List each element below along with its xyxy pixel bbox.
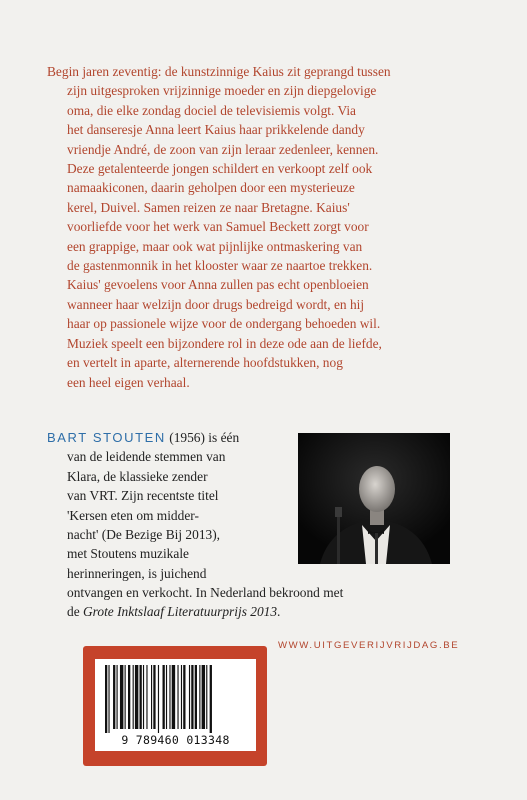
blurb-line: een heel eigen verhaal. (67, 374, 190, 390)
barcode-bar (105, 665, 107, 733)
blurb-line: namaakiconen, daarin geholpen door een mysterieuze (67, 180, 355, 196)
barcode-bar (135, 665, 138, 729)
bio-line: nacht' (De Bezige Bij 2013), (67, 527, 221, 543)
bio-line: 'Kersen eten om midder- (67, 507, 199, 523)
barcode-bar (140, 665, 142, 729)
award-article: de (67, 604, 83, 620)
bio-line: ontvangen en verkocht. (67, 585, 193, 600)
barcode-bar (151, 665, 152, 729)
author-portrait-icon (298, 433, 450, 564)
barcode-bar (169, 665, 170, 729)
blurb-line: Begin jaren zeventig: de kunstzinnige Kaius zit geprangd tussen (47, 64, 391, 79)
barcode-bar (125, 665, 126, 729)
blurb-line: en vertelt in aparte, alternerende hoofdstukken, nog (67, 355, 343, 371)
award-line (47, 602, 487, 621)
blurb-line: Muziek speelt een bijzondere rol in deze ode aan de liefde, (67, 335, 382, 351)
barcode-bar (191, 665, 193, 729)
publisher-website[interactable]: WWW.UITGEVERIJVRIJDAG.BE (278, 640, 460, 651)
barcode-bar (120, 665, 123, 729)
blurb-line: voorliefde voor het werk van Samuel Beckett zorgt voor (67, 219, 369, 235)
barcode-bar (183, 665, 185, 729)
blurb-line: kerel, Duivel. Samen reizen ze naar Bretagne. Kaius' (67, 199, 350, 215)
barcode-bar (210, 665, 212, 733)
barcode-bar (189, 665, 190, 729)
blurb-line: wanneer haar welzijn door drugs bedreigd wordt, en hij (67, 296, 365, 312)
author-photo (298, 433, 450, 564)
blurb-line: de gastenmonnik in het klooster waar ze naartoe trekken. (67, 258, 373, 274)
author-name: BART STOUTEN (47, 430, 166, 445)
barcode-bar (108, 665, 109, 733)
bio-line: van VRT. Zijn recentste titel (67, 488, 219, 504)
barcode-bar (195, 665, 197, 729)
award-suffix: . (277, 604, 281, 620)
blurb-line: oma, die elke zondag dociel de televisiemis volgt. Via (67, 102, 356, 118)
blurb-line: vriendje André, de zoon van zijn leraar zedenleer, kennen. (67, 141, 379, 157)
blurb-line: Deze getalenteerde jongen schildert en verkoopt zelf ook (67, 161, 373, 177)
barcode-bar (172, 665, 175, 729)
barcode-bar (166, 665, 167, 729)
bio-first-line (47, 428, 297, 447)
barcode-bar (133, 665, 134, 729)
bio-line: Klara, de klassieke zender (67, 468, 208, 484)
barcode-bar (199, 665, 200, 729)
bio-line: met Stoutens muzikale (67, 546, 189, 562)
barcode-bar (163, 665, 165, 729)
blurb-line: haar op passionele wijze voor de ondergang behoeden wil. (67, 316, 381, 332)
barcode-bar (117, 665, 118, 729)
barcode-bar (113, 665, 115, 729)
blurb-line: het danseresje Anna leert Kaius haar prikkelende dandy (67, 122, 365, 138)
bio-line: van de leidende stemmen van (67, 449, 226, 465)
barcode-bar (153, 665, 155, 729)
barcode-frame (83, 646, 267, 766)
book-blurb (47, 62, 472, 392)
barcode-bar (206, 665, 207, 729)
barcode-bar (181, 665, 182, 729)
award-name: Grote Inktslaaf Literatuurprijs 2013 (83, 604, 278, 620)
barcode-bar (143, 665, 144, 729)
barcode-bar (177, 665, 178, 729)
bio-line: herinneringen, is juichend (67, 565, 207, 581)
isbn-digits: 9 789460 013348 (121, 733, 230, 747)
award-prefix: In Nederland bekroond met (195, 585, 344, 600)
barcode-bar (146, 665, 147, 729)
blurb-line: zijn uitgesproken vrijzinnige moeder en zijn diepgelovige (67, 83, 377, 99)
author-birth-year: (1956) is één (165, 430, 240, 445)
barcode-bar (128, 665, 130, 729)
author-award (47, 583, 487, 622)
barcode-bar (202, 665, 205, 729)
isbn-barcode (95, 659, 256, 751)
author-bio (47, 428, 297, 583)
blurb-line: een grappige, maar ook wat pijnlijke ontmaskering van (67, 238, 363, 254)
blurb-line: Kaius' gevoelens voor Anna zullen pas echt openbloeien (67, 277, 369, 293)
bio-line-award (47, 583, 487, 602)
barcode-bar (158, 665, 159, 733)
